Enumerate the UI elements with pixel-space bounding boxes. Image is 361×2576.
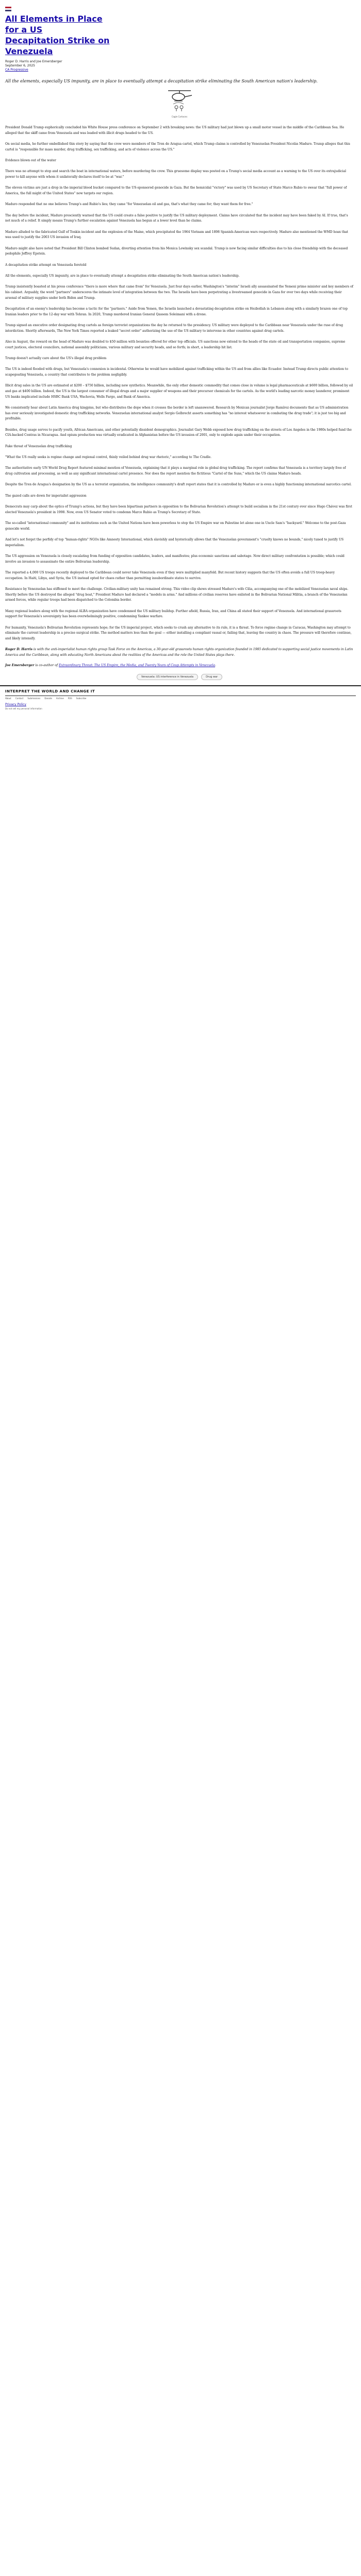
paragraph: Trump insistently boasted at his press conference "there is more where that came from" for Venezuela. Just four days earlier, Washington's "interim" Israeli ally assassinated the Yemeni prime minister and key members of his cabinet. Arguably, the word "partners" underscores the intimate level of integration between the two. The Israelis have been perpetrating a livestreamed genocide in Gaza for over two days while receiving their arsenal of military supplies under both Biden and Trump. [5, 285, 353, 300]
paragraph: Fake threat of Venezuelan drug trafficking [5, 444, 72, 448]
headline-line-2: Decapitation Strike on Venezuela [5, 36, 110, 56]
footer-link[interactable]: About [5, 697, 11, 700]
paragraph: Besides, drug usage serves to pacify youth, African Americans, and other potentially dissident demographics. Journalist Gary Webb exposed how drug trafficking on the streets of Los Angeles in the 1980s helped fund the CIA-backed Contras in Nicaragua. And opium production was virtually eradicated in Afghanistan before the US invasion of 2001, only to explode again under their occupation. [5, 428, 352, 437]
paragraph: All the elements, especially US impunity, are in place to eventually attempt a decapitation strike eliminating the South American nation's leadership. [5, 274, 240, 278]
paragraph: The US is indeed flooded with drugs, but Venezuela's connexion is incidental. Otherwise he would have mobilized against trafficking within the US and from allies like Ecuador. Instead Trump directs public attention to scapegoating Venezuela, a country that contributes to the problem negligibly. [5, 367, 348, 377]
paragraph: A decapitation strike attempt on Venezuela foretold [5, 263, 87, 267]
paragraph: President Donald Trump euphorically concluded his White House press conference on September 2 with breaking news: the US military had just blown up a small motor vessel in the middle of the Caribbean Sea. He alleged that the skiff came from Venezuela and was loaded with illicit drugs headed to the US. [5, 126, 344, 135]
tag-chip[interactable]: Venezuela: US interference in Venezuela [137, 674, 198, 680]
paragraph: The eleven victims are just a drop in the imperial blood bucket compared to the US-sponsored genocide in Gaza. But the homicidal "victory" was used by US Secretary of State Marco Rubio to swear that "full power of America, the full might of the United States" now targets our region. [5, 186, 347, 195]
paragraph: Despite the Tren de Aragua's designation by the US as a terrorist organization, the intelligence community's draft report states that it is controlled by Maduro or is even a highly functioning international narcotics cartel. [5, 483, 352, 487]
byline: Roger D. Harris and Joe Emersberger [5, 60, 62, 63]
paragraph: There was no attempt to stop and search the boat in international waters, before murdering the crew. This gruesome display was posted on a Trump's social media account as a warning to the US over its extrajudicial power to kill anyone with whom it unilaterally declares itself to be at "war." [5, 170, 346, 179]
footer-link[interactable]: Contact [15, 697, 24, 700]
paragraph: Democrats may carp about the optics of Trump's actions, but they have been bipartisan partners in opposition to the Bolivarian Revolution's attempt to build socialism in the 21st century ever since Hugo Chávez was first elected Venezuela's president in 1998. Now, even US Senator voted to condemn Marco Rubio as Trump's Secretary of State. [5, 505, 352, 514]
author-bio-1 [5, 647, 354, 658]
footer-link[interactable]: Donate [44, 697, 52, 700]
tag-chip[interactable]: Drug war [201, 674, 222, 680]
flag-row [5, 5, 354, 12]
paragraph: Trump signed an executive order designating drug cartels as foreign terrorist organizations the day he returned to the presidency. US military were deployed to the Caribbean near Venezuela under the ruse of drug interdiction. Shortly afterwards, The New York Times reported a leaked "secret order" authorizing the use of the US military to intervene in other countries against drug cartels. [5, 324, 343, 333]
cartoon-caption: Cagle Cartoons [171, 115, 188, 118]
paragraph: For humanity, Venezuela's Bolivarian Revolution represents hope; for the US imperial project, which seeks to crush any alternative to its rule, it is a threat. To force regime change in Caracas, Washington may attempt to eliminate the current leadership in a precise surgical strike. The method matters less than the goal — either installing a compliant vassal or, failing that, leaving the country in chaos. The pressure will therefore continue, and likely intensify. [5, 625, 352, 640]
privacy-policy-link[interactable]: Privacy Policy [5, 702, 26, 706]
article-body [5, 125, 354, 641]
paragraph: The US aggression on Venezuela is closely escalating from funding of opposition candidates, leaders, and manifestos; plus economic sanctions and sabotage. Now direct military confrontation is possible; which could involve an invasion to assassinate the entire Bolivarian leadership. [5, 554, 344, 564]
headline-link[interactable] [5, 14, 109, 56]
paragraph: The so-called "international community" and its institutions such as the United Nations have been powerless to stop the US Empire war on Palestine let alone one in Uncle Sam's "backyard." Welcome to the post-Gaza genocide world. [5, 521, 346, 531]
paragraph: Trump doesn't actually care about the US's illegal drug problem [5, 356, 107, 360]
author-1-name: Roger D. Harris [5, 648, 32, 652]
paragraph: We consistently hear about Latin America drug kingpins, but who distributes the dope when it crosses the border is left unanswered. Research by Mexican journalist Jorge Ramírez documents that as US administration has ever seriously investigated domestic drug trafficking networks. Venezuelan international analyst Sergio Gelbrecht asserts something has "no interest whatsoever in combating the drug trade"; it is just too big and profitable. [5, 405, 349, 421]
headline-line-1: All Elements in Place for a US [5, 14, 103, 35]
paragraph: The gazed calls are down for imperialist aggression [5, 494, 87, 498]
cartoon [5, 88, 354, 118]
paragraph: Decapitation of an enemy's leadership has become a tactic for the "partners." Aside from Yemen, the Israelis launched a devastating decapitation strike on Hezbollah in Lebanon along with a similarly brazen one of top Iranian leaders prior to the 12-day war with Tehran. In 2020, Trump murdered Iranian General Qassem Soleimani with a drone. [5, 307, 348, 316]
author-bio-2: Joe Emersberger is co-author of Extraordinary Threat: The US Empire, the Media, and Twenty Years of Coup Attempts in Venezuela. [5, 664, 216, 668]
cartoon-helicopter-icon [164, 88, 195, 112]
footer-link[interactable]: Archive [56, 697, 64, 700]
author-2-name: Joe Emersberger [5, 664, 35, 668]
paragraph: Maduro alluded to the fabricated Gulf of Tonkin incident and the explosion of the Maine, which precipitated the 1964 Vietnam and 1898 Spanish-American wars respectively. Maduro also mentioned the WMD hoax that was used to justify the 2003 US invasion of Iraq. [5, 230, 349, 240]
paragraph: On social media, he further embellished this story by saying that the crew were members of the Tren de Aragua cartel, which Trump claims is controlled by Venezuelan President Nicolás Maduro. Trump alleges that this cartel is "responsible for mass murder, drug trafficking, sex trafficking, and acts of violence across the US." [5, 142, 350, 151]
footer-link[interactable]: RSS [68, 697, 72, 700]
paragraph: The reported a 4,000 US troops recently deployed to the Caribbean could never take Venezuela even if they were multiplied manyfold. But recent history suggests that the US often avoids a full US troop-heavy occupation. In Haiti, Libya, and Syria, the US instead opted for chaos rather than permitting insubordinate states to survive. [5, 570, 335, 580]
footer-title: INTERPRET THE WORLD AND CHANGE IT [5, 689, 95, 693]
footer-link[interactable]: Subscribe [76, 697, 87, 700]
book-title-link[interactable]: Extraordinary Threat: The US Empire, the Media, and Twenty Years of Coup Attempts in Venezuela [59, 664, 216, 668]
article-headline[interactable] [5, 13, 116, 57]
paragraph: Maduro responded that no one believes Trump's and Rubio's lies; they came "for Venezuelan oil and gas, that's what they came for; they want them for free." [5, 202, 253, 207]
article-dek: All the elements, especially US impunity, are in place to eventually attempt a decapitation strike eliminating the South American nation's leadership. [5, 79, 318, 83]
author-1-text: is with the anti-imperialist human rights group Task Force on the Americas, a 30-year-old grassroots human rights organization founded in 1985 dedicated to supporting social justice movements in Latin America and the Caribbean, along with educating North Americans about the realities of the Americas and the role the United States plays there. [5, 648, 353, 657]
dateline: September 6, 2025 [5, 64, 35, 67]
article-page [0, 0, 361, 712]
source-link[interactable]: CA Progressive [5, 68, 28, 72]
tag-list [5, 674, 354, 680]
paragraph: The authoritative early UN World Drug Report featured minimal mention of Venezuela, explaining that it plays a marginal role in global drug trafficking. The report confirms that Venezuela is a territory largely free of drug cultivation and processing, as well as any significant international cartel presence. Nor does the report mention the fictitious "Cartel of the Suns," which the US claims Maduro heads. [5, 466, 346, 476]
footer-link[interactable]: Submissions [27, 697, 41, 700]
paragraph: Evidence blown out of the water [5, 158, 56, 162]
paragraph: And let's not forget the perfidy of top "human-rights" NGOs like Amnesty International, which slavishly and hysterically allows that the Venezuelan government's "cruelty knows no bounds," nicely tuned to justify US imperialism. [5, 538, 344, 547]
us-flag-icon [5, 7, 11, 11]
site-footer [0, 685, 361, 712]
paragraph: Maduro might also have noted that President Bill Clinton bombed Sudan, diverting attention from his Monica Lewinsky sex scandal. Trump is now facing similar difficulties due to his close friendship with the deceased pedophile Jeffrey Epstein. [5, 246, 348, 256]
paragraph: Also in August, the reward on the head of Maduro was doubled to $50 million with bounties offered for other top officials. US sanctions now extend to the heads of the state oil and transportation companies, supreme court justices, electoral councilors, national assembly politicians, various military and security heads, and so forth; in short, a leadership hit list. [5, 340, 346, 349]
paragraph: Many regional leaders along with the regional ALBA organization have condemned the US military buildup. Further afield, Russia, Iran, and China all stated their support of Venezuela. And international grassroots support for Venezuela's sovereignty has been overwhelmingly positive, condemning Yankee warfare. [5, 609, 341, 619]
paragraph: The day before the incident, Maduro presciently warned that the US could create a false positive to justify the US military deployment. Claims have circulated that the incident may have been faked by AI. If true, that's not much of a relief. It simply means Trump's further escalation against Venezuela has begun at a lower level than he claims. [5, 213, 348, 223]
paragraph: Resistance by Venezuelan has stiffened to meet the challenge. Civilian-military unity has remained strong. This video clip shows stressed Maduro's wife Cilia, accompanying one of the mobilized Venezuelan naval ships. Shortly before the US destroyed the alleged "drug boat," President Maduro had declared a "models in arms." And millions of civilian reserves have enlisted in the Bolivarian National Militia, a branch of the Venezuelan armed forces, while regular troops had been dispatched to the Colombia border. [5, 587, 349, 602]
paragraph: "What the US really seeks is regime change and regional control, thinly veiled behind drug war rhetoric," according to The Cradle. [5, 455, 211, 459]
author-2-text: is co-author of [34, 664, 59, 668]
privacy-text[interactable]: Do not sell my personal information [5, 707, 42, 710]
paragraph: Illicit drug sales in the US are estimated at $200 – $750 billion, including new synthetics. Meanwhile, the only other domestic commodity that comes close in volume is legal pharmaceuticals at $600 billion, followed by oil and gas at $400 billion. Indeed, the US is the largest consumer of illegal drugs and a major supplier of weapons and their precursor chemicals for the cartels. As the world's leading narcotic money launderer, prominent US banks implicated include HSBC Bank USA, Wachovia, Wells Fargo, and Bank of America. [5, 384, 353, 399]
footer-links [5, 697, 356, 700]
